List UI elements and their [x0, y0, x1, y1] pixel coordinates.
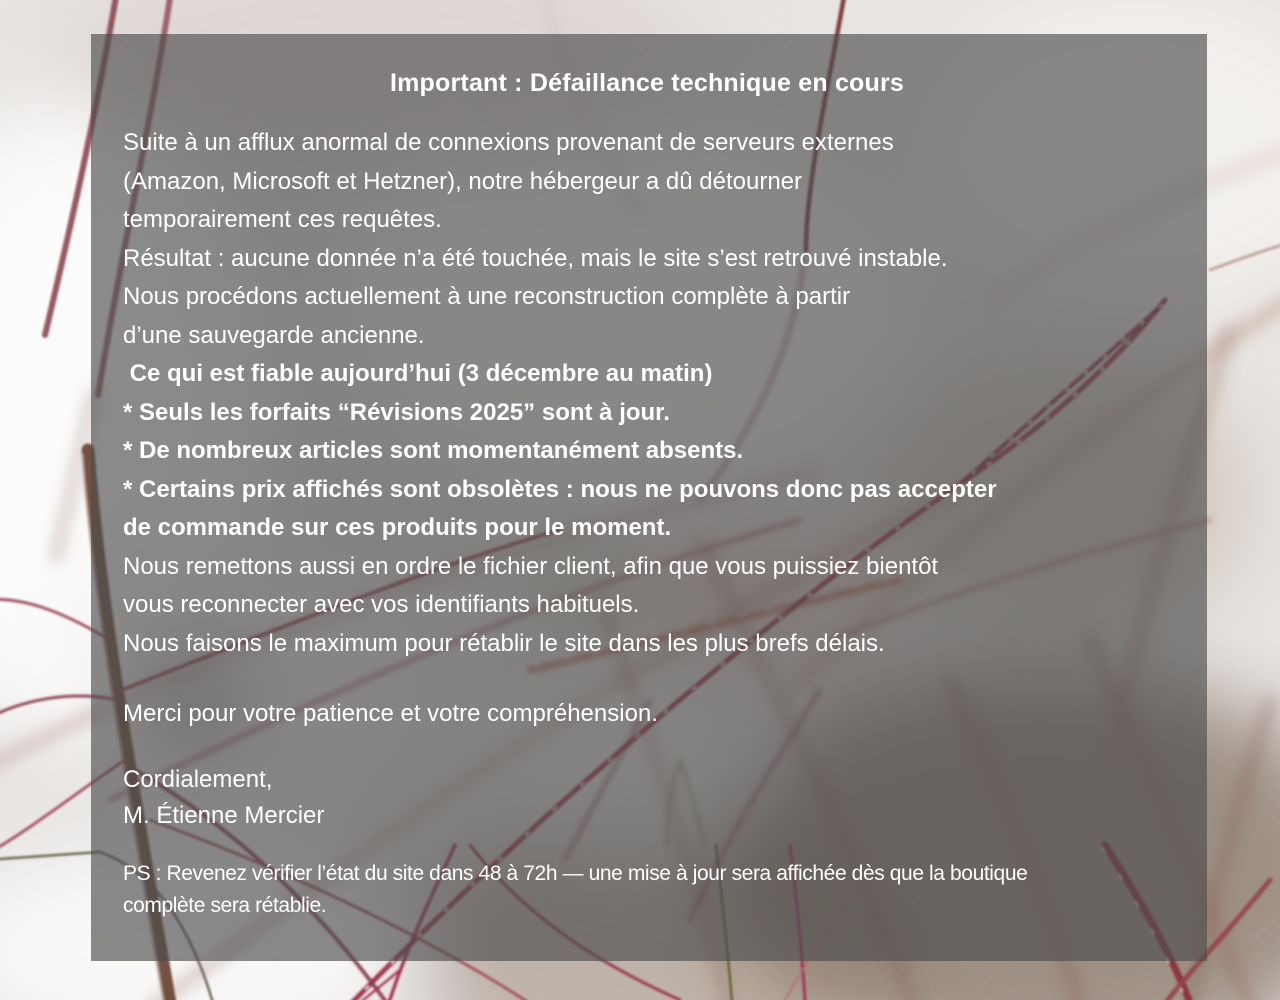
ps-line: PS : Revenez vérifier l’état du site dans 48 à 72h — une mise à jour sera affichée dès que la boutique: [123, 861, 1028, 885]
signoff-block: [123, 762, 1171, 834]
notice-line: (Amazon, Microsoft et Hetzner), notre hébergeur a dû détourner: [123, 167, 803, 195]
notice-title: Important : Défaillance technique en cours: [389, 69, 905, 97]
signoff-line: Cordialement,: [123, 765, 273, 793]
notice-line: Nous procédons actuellement à une reconstruction complète à partir: [123, 283, 851, 310]
notice-line: Ce qui est fiable aujourd’hui (3 décembre au matin): [123, 360, 713, 387]
notice-line: * De nombreux articles sont momentanément absents.: [123, 437, 744, 464]
ps-line: complète sera rétablie.: [123, 893, 327, 917]
notice-line: d’une sauvegarde ancienne.: [123, 321, 425, 349]
thanks-line: Merci pour votre patience et votre compréhension.: [123, 700, 658, 727]
notice-line: temporairement ces requêtes.: [123, 206, 442, 233]
notice-line: vous reconnecter avec vos identifiants habituels.: [123, 591, 640, 618]
notice-line: * Certains prix affichés sont obsolètes : nous ne pouvons donc pas accepter: [123, 475, 997, 503]
ps-block: [123, 858, 1171, 922]
notice-line: de commande sur ces produits pour le moment.: [123, 514, 672, 541]
signoff-line: M. Étienne Mercier: [123, 801, 325, 829]
notice-line: Nous remettons aussi en ordre le fichier client, afin que vous puissiez bientôt: [123, 552, 939, 580]
notice-line: * Seuls les forfaits “Révisions 2025” sont à jour.: [123, 398, 670, 426]
notice-line: Nous faisons le maximum pour rétablir le site dans les plus brefs délais.: [123, 629, 885, 657]
technical-failure-notice-panel: [91, 34, 1207, 961]
notice-line: Résultat : aucune donnée n’a été touchée, mais le site s’est retrouvé instable.: [123, 244, 948, 272]
notice-line: Suite à un afflux anormal de connexions provenant de serveurs externes: [123, 129, 894, 156]
notice-body: [123, 124, 1171, 663]
